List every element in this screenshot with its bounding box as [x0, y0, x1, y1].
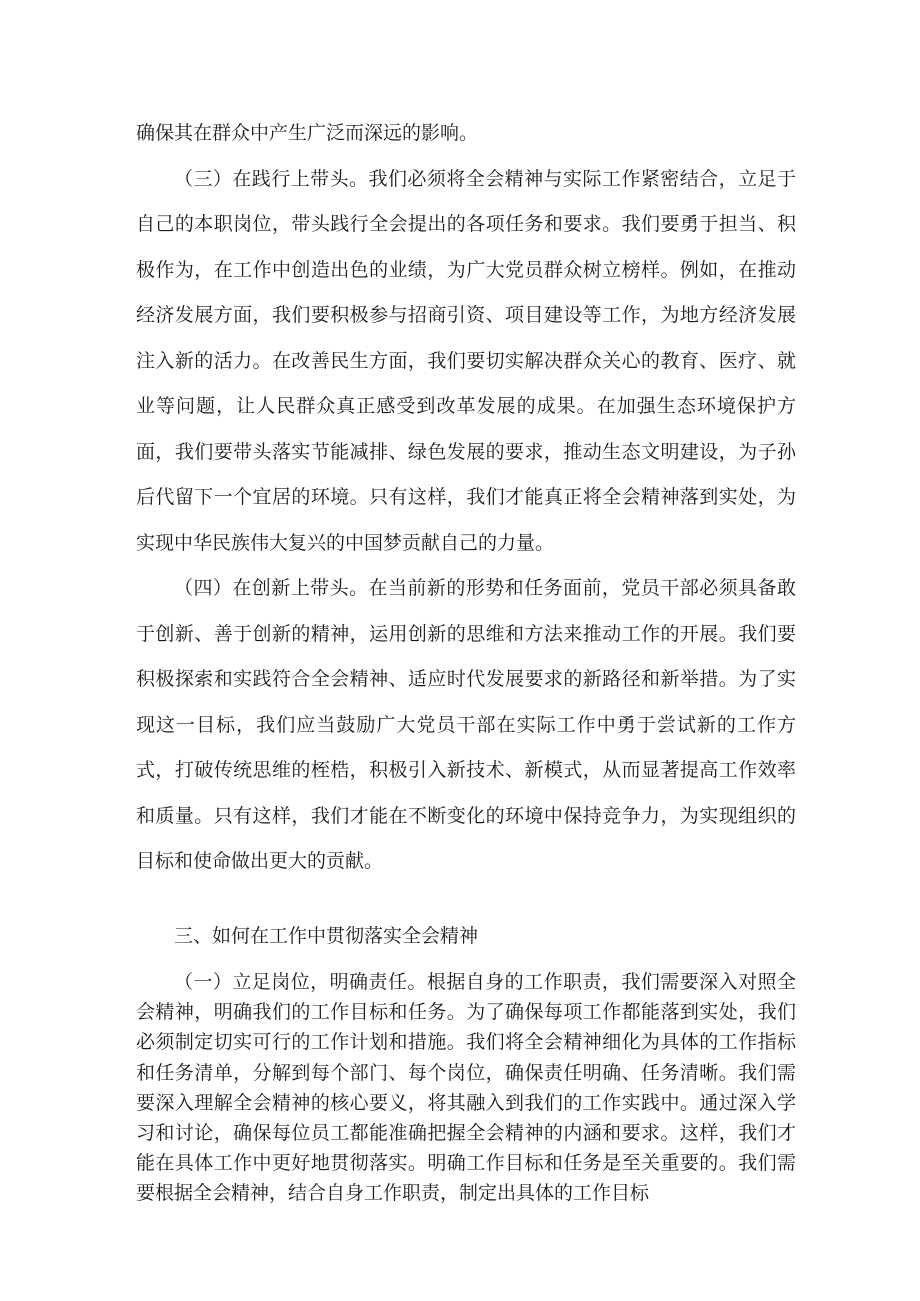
paragraph-practice-lead: （三）在践行上带头。我们必须将全会精神与实际工作紧密结合，立足于自己的本职岗位，带头践行全会提出的各项任务和要求。我们要勇于担当、积极作为，在工作中创造出色的业绩，为广大党员群众树立榜样。例如，在推动经济发展方面，我们要积极参与招商引资、项目建设等工作，为地方经济发展注入新的活力。在改善民生方面，我们要切实解决群众关心的教育、医疗、就业等问题，让人民群众真正感受到改革发展的成果。在加强生态环境保护方面，我们要带头落实节能减排、绿色发展的要求，推动生态文明建设，为子孙后代留下一个宜居的环境。只有这样，我们才能真正将全会精神落到实处，为实现中华民族伟大复兴的中国梦贡献自己的力量。: [136, 167, 796, 554]
paragraph-continuation: 确保其在群众中产生广泛而深远的影响。: [136, 122, 479, 144]
paragraph-post-responsibility: （一）立足岗位，明确责任。根据自身的工作职责，我们需要深入对照全会精神，明确我们的工作目标和任务。为了确保每项工作都能落到实处，我们必须制定切实可行的工作计划和措施。我们将全会精神细化为具体的工作指标和任务清单，分解到每个部门、每个岗位，确保责任明确、任务清晰。我们需要深入理解全会精神的核心要义，将其融入到我们的工作实践中。通过深入学习和讨论，确保每位员工都能准确把握全会精神的内涵和要求。这样，我们才能在具体工作中更好地贯彻落实。明确工作目标和任务是至关重要的。我们需要根据全会精神，结合自身工作职责，制定出具体的工作目标: [136, 971, 796, 1205]
body-text-upper: [136, 111, 796, 885]
section-heading: 三、如何在工作中贯彻落实全会精神: [174, 925, 479, 947]
paragraph-innovation-lead: （四）在创新上带头。在当前新的形势和任务面前，党员干部必须具备敢于创新、善于创新的精神，运用创新的思维和方法来推动工作的开展。我们要积极探索和实践符合全会精神、适应时代发展要求的新路径和新举措。为了实现这一目标，我们应当鼓励广大党员干部在实际工作中勇于尝试新的工作方式，打破传统思维的桎梏，积极引入新技术、新模式，从而显著提高工作效率和质量。只有这样，我们才能在不断变化的环境中保持竞争力，为实现组织的目标和使命做出更大的贡献。: [136, 577, 796, 872]
